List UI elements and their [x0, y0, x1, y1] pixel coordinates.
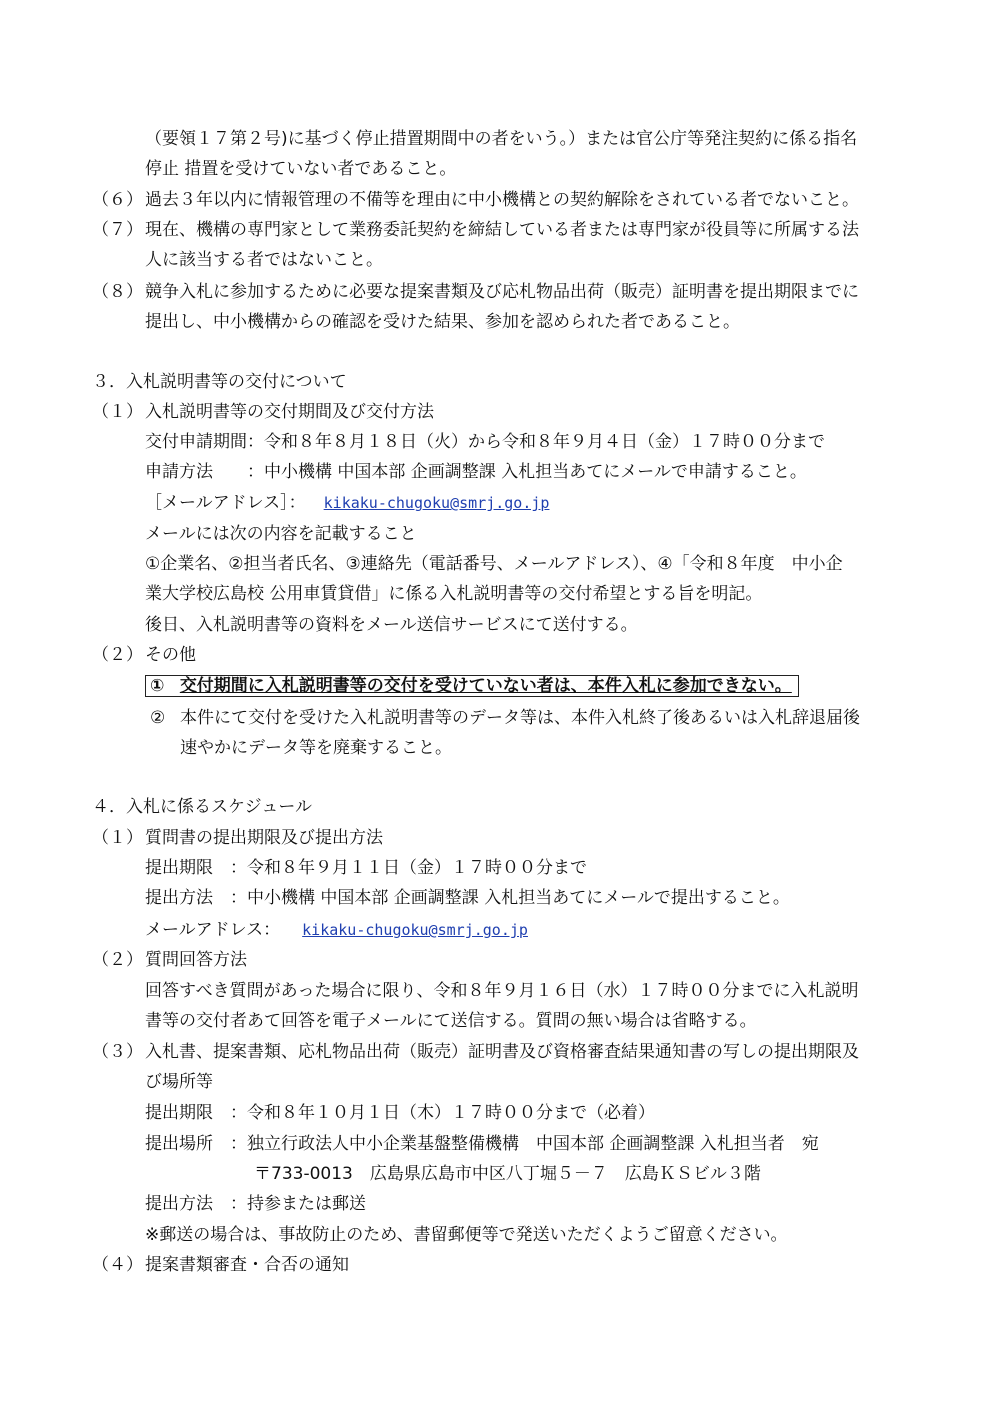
submission-method: 提出方法 ：持参または郵送 [145, 1194, 366, 1214]
email-label: ［メールアドレス］： [145, 493, 306, 513]
section-4-1-title: 質問書の提出期限及び提出方法 [145, 828, 383, 848]
submission-place: 提出場所 ：独立行政法人中小企業基盤整備機構 中国本部 企画調整課 入札担当者 宛 [145, 1134, 819, 1154]
item-7-text-line-2: 人に該当する者ではないこと。 [145, 250, 383, 270]
section-3-heading: ３．入札説明書等の交付について [92, 372, 347, 392]
section-4-heading: ４．入札に係るスケジュール [92, 797, 312, 817]
email-row [145, 489, 549, 517]
item-7-text-line-1: 現在、機構の専門家として業務委託契約を締結している者または専門家が役員等に所属する法 [145, 220, 859, 240]
section-4-3-title-line-1: 入札書、提案書類、応札物品出荷（販売）証明書及び資格審査結果通知書の写しの提出期限及 [145, 1042, 859, 1062]
sec2-cont-line-2: 停止 措置を受けていない者であること。 [145, 159, 457, 179]
answer-line-2: 書等の交付者あて回答を電子メールにて送信する。質問の無い場合は省略する。 [145, 1011, 757, 1031]
section-4-3-number: （３） [92, 1042, 143, 1062]
question-method: 提出方法 ：中小機構 中国本部 企画調整課 入札担当あてにメールで提出すること。 [145, 888, 790, 908]
note-2-text-line-2: 速やかにデータ等を廃棄すること。 [180, 738, 452, 758]
mail-content-line-2: 業大学校広島校 公用車賃貸借」に係る入札説明書等の交付希望とする旨を明記。 [145, 584, 763, 604]
section-3-1-number: （１） [92, 402, 143, 422]
section-4-4-title: 提案書類審査・合否の通知 [145, 1255, 349, 1275]
submission-address: 〒733-0013 広島県広島市中区八丁堀５－７ 広島ＫＳビル３階 [254, 1164, 761, 1184]
sec2-cont-line-1: （要領１７第２号)に基づく停止措置期間中の者をいう。）または官公庁等発注契約に係る指名 [145, 129, 858, 149]
question-email-label: メールアドレス： [145, 920, 281, 940]
question-deadline: 提出期限 ：令和８年９月１１日（金）１７時００分まで [145, 858, 587, 878]
later-delivery-note: 後日、入札説明書等の資料をメール送信サービスにて送付する。 [145, 615, 638, 635]
item-6-text: 過去３年以内に情報管理の不備等を理由に中小機構との契約解除をされている者でないこと。 [145, 190, 859, 210]
note-1-marker: ① [150, 676, 165, 696]
other-note-1-box [145, 675, 799, 697]
section-4-2-title: 質問回答方法 [145, 950, 247, 970]
question-email-row [145, 916, 528, 944]
note-1-text: 交付期間に入札説明書等の交付を受けていない者は、本件入札に参加できない。 [179, 676, 792, 696]
section-3-1-title: 入札説明書等の交付期間及び交付方法 [145, 402, 434, 422]
section-4-4-number: （４） [92, 1255, 143, 1275]
mail-note: メールには次の内容を記載すること [145, 524, 417, 544]
section-4-2-number: （２） [92, 950, 143, 970]
note-2-text-line-1: 本件にて交付を受けた入札説明書等のデータ等は、本件入札終了後あるいは入札辞退届後 [180, 708, 860, 728]
item-8-text-line-1: 競争入札に参加するために必要な提案書類及び応札物品出荷（販売）証明書を提出期限までに [145, 282, 859, 302]
submission-deadline: 提出期限 ：令和８年１０月１日（木）１７時００分まで（必着） [145, 1103, 655, 1123]
note-2-marker: ② [150, 708, 166, 728]
item-6-number: （６） [92, 190, 143, 210]
issue-period: 交付申請期間：令和８年８月１８日（火）から令和８年９月４日（金）１７時００分まで [145, 432, 825, 452]
item-8-text-line-2: 提出し、中小機構からの確認を受けた結果、参加を認められた者であること。 [145, 312, 740, 332]
section-3-2-title: その他 [145, 645, 196, 665]
question-email-link[interactable]: kikaku-chugoku@smrj.go.jp [302, 921, 528, 939]
section-4-3-title-line-2: び場所等 [145, 1072, 213, 1092]
section-3-2-number: （２） [92, 645, 143, 665]
answer-line-1: 回答すべき質問があった場合に限り、令和８年９月１６日（水）１７時００分までに入札説明 [145, 981, 859, 1001]
application-method: 申請方法 ：中小機構 中国本部 企画調整課 入札担当あてにメールで申請すること。 [145, 462, 807, 482]
other-note-1-boxed [150, 672, 799, 700]
mail-content-line-1: ①企業名、②担当者氏名、③連絡先（電話番号、メールアドレス）、④「令和８年度 中小企 [145, 554, 843, 574]
section-4-1-number: （１） [92, 828, 143, 848]
item-8-number: （８） [92, 282, 143, 302]
postal-note: ※郵送の場合は、事故防止のため、書留郵便等で発送いただくようご留意ください。 [145, 1225, 788, 1245]
item-7-number: （７） [92, 220, 143, 240]
email-link[interactable]: kikaku-chugoku@smrj.go.jp [323, 494, 550, 512]
